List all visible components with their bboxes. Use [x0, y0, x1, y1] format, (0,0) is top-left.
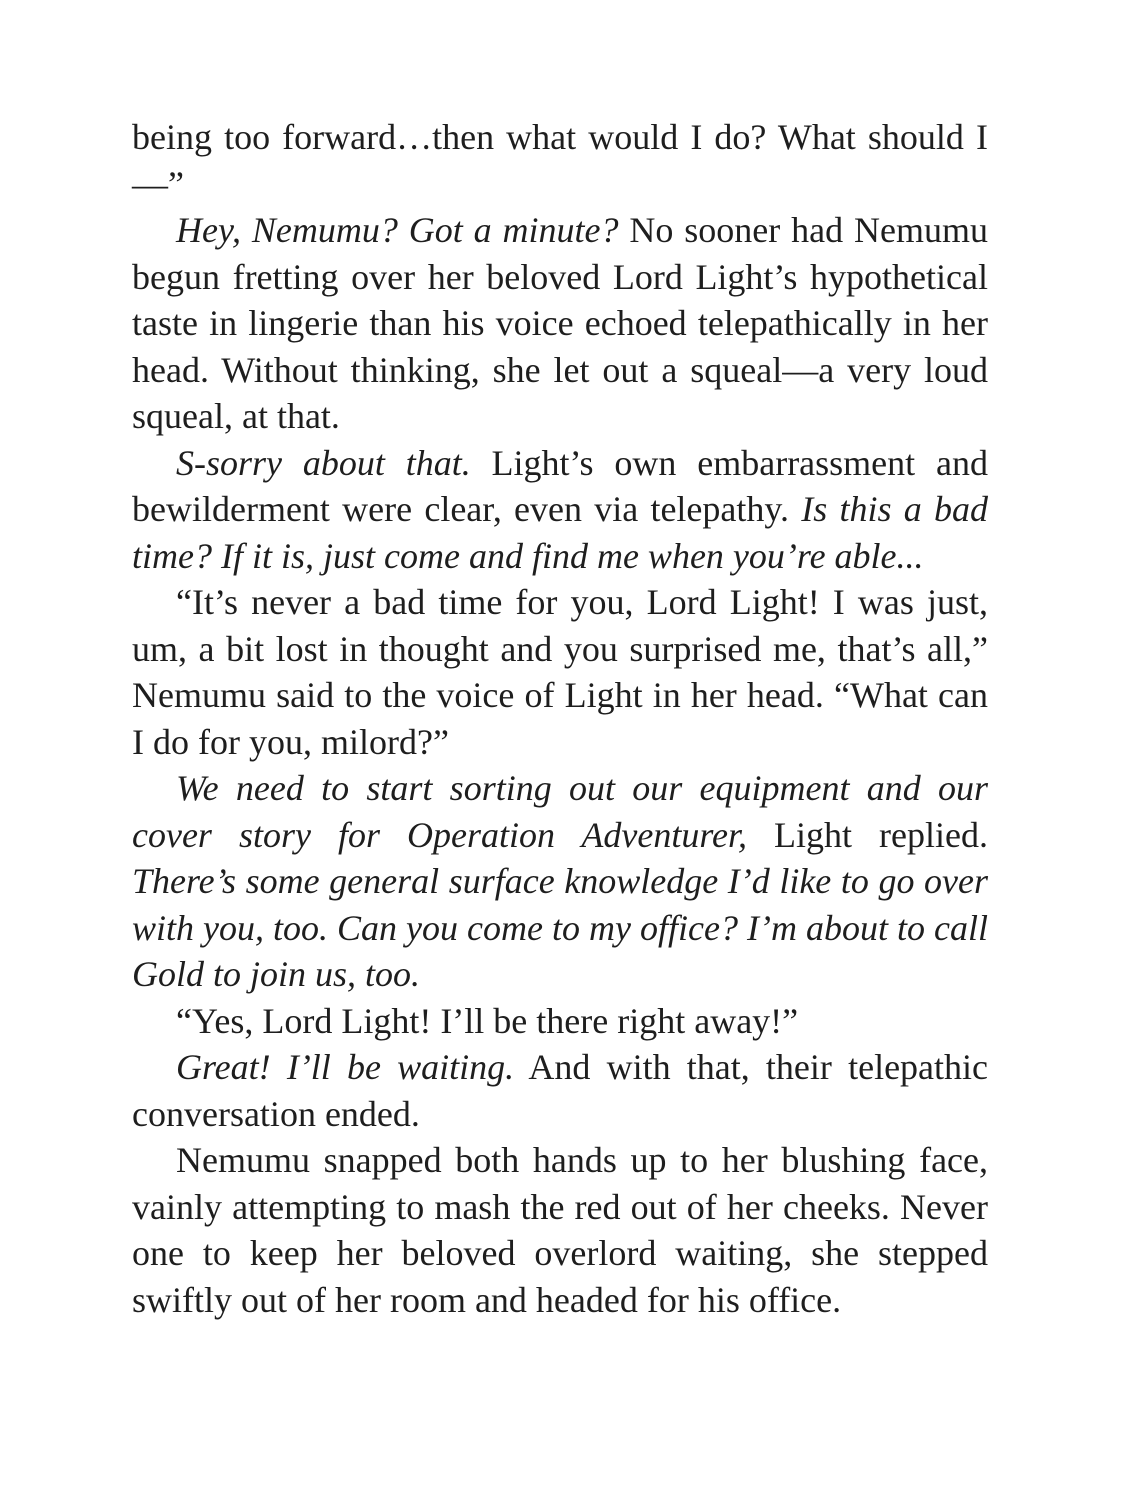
paragraph-text: No sooner had Nemumu begun fretting over her beloved Lord Light’s hypothetical taste in lingerie than his voice echoed telepathically in her head. Without thinking, she let out a squeal—a very loud squeal, at that. — [132, 210, 988, 436]
paragraph-text: “Yes, Lord Light! I’ll be there right away!” — [176, 1000, 799, 1041]
book-page-text — [132, 114, 988, 1323]
paragraph-text: Nemumu snapped both hands up to her blushing face, vainly attempting to mash the red out of her cheeks. Never one to keep her beloved overlord waiting, she stepped swiftly out of her room and headed for his office. — [132, 1140, 988, 1320]
italic-telepathic-speech: Is this a bad time? If it is, just come and find me when you’re able... — [132, 489, 989, 576]
paragraph-text: being too forward…then what would I do? What should I—” — [132, 117, 988, 204]
paragraph — [132, 1044, 988, 1137]
paragraph — [132, 765, 988, 998]
italic-telepathic-speech: Great! I’ll be waiting. — [176, 1047, 515, 1087]
italic-telepathic-speech: There’s some general surface knowledge I’d like to go over with you, too. Can you come to my office? I’m about to call Gold to join us, too. — [132, 861, 988, 994]
italic-telepathic-speech: S-sorry about that. — [176, 442, 471, 483]
paragraph-text: “It’s never a bad time for you, Lord Light! I was just, um, a bit lost in thought and you surprised me, that’s all,” Nemumu said to the voice of Light in her head. “What can I do for you, milord?” — [132, 582, 988, 762]
paragraph — [132, 440, 988, 580]
paragraph — [132, 207, 988, 440]
paragraph-text: Light replied. — [747, 814, 989, 855]
paragraph — [132, 114, 988, 207]
italic-telepathic-speech: We need to start sorting out our equipment and our cover story for Operation Adventurer, — [132, 768, 988, 855]
paragraph-text: Light’s own embarrassment and bewilderment were clear, even via telepathy. — [132, 442, 988, 529]
paragraph — [132, 579, 988, 765]
italic-telepathic-speech: Hey, Nemumu? Got a minute? — [176, 210, 619, 250]
paragraph — [132, 1137, 988, 1323]
paragraph — [132, 998, 988, 1045]
paragraph-text: And with that, their telepathic conversation ended. — [132, 1047, 989, 1134]
